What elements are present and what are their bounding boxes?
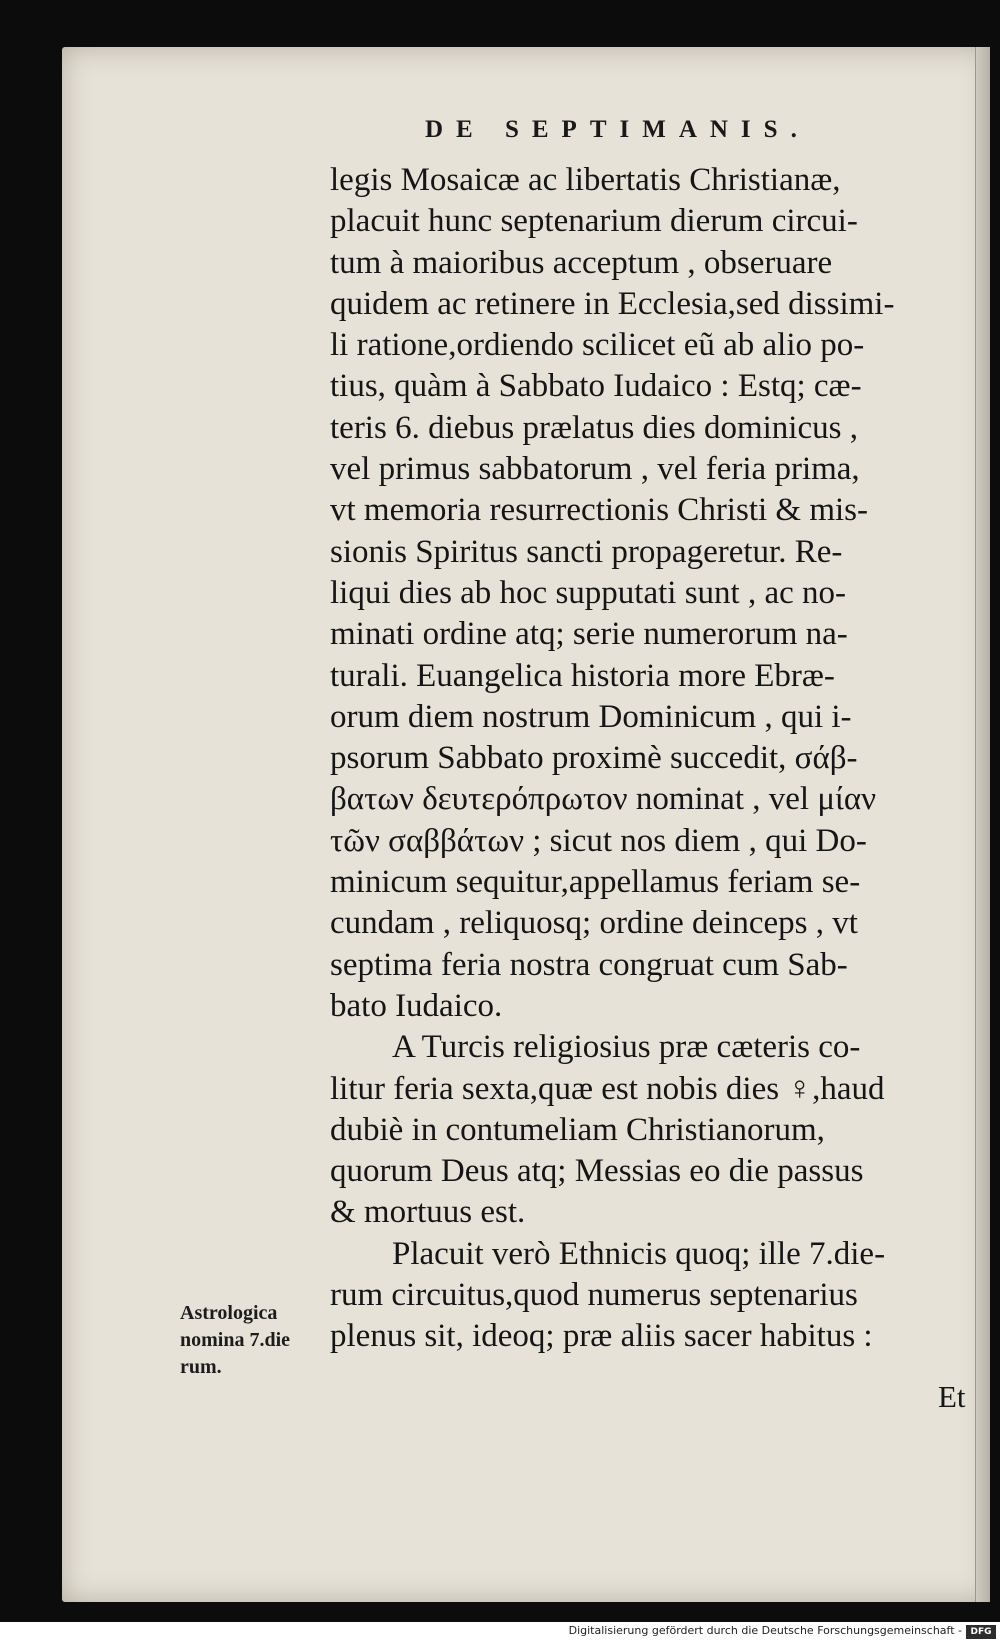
- text-line: tum à maioribus acceptum , obseruare: [330, 244, 833, 281]
- footer-bar: [0, 1622, 1000, 1643]
- text-line: τῶν σαββάτων ; sicut nos diem , qui Do-: [330, 822, 867, 859]
- paragraph-2-line: & mortuus est.: [330, 1194, 526, 1231]
- text-line: turali. Euangelica historia more Ebræ-: [330, 657, 835, 694]
- marginal-note: [180, 1300, 330, 1381]
- catchword: Et: [938, 1379, 966, 1414]
- text-line: legis Mosaicæ ac libertatis Christianæ,: [330, 162, 841, 198]
- footer-credit: Digitalisierung gefördert durch die Deutsche Forschungsgemeinschaft -: [568, 1624, 962, 1637]
- running-head: DE SEPTIMANIS.: [425, 116, 810, 143]
- text-line: sionis Spiritus sancti propageretur. Re-: [330, 533, 843, 570]
- paragraph-3-line: plenus sit, ideoq; præ aliis sacer habitus :: [330, 1318, 873, 1355]
- text-line: minicum sequitur,appellamus feriam se-: [330, 864, 861, 901]
- paragraph-2-line: litur feria sexta,quæ est nobis dies ♀,haud: [330, 1070, 885, 1107]
- marginal-note-line: Astrologica: [180, 1302, 278, 1324]
- text-line: vel primus sabbatorum , vel feria prima,: [330, 451, 860, 488]
- text-line: vt memoria resurrectionis Christi & mis-: [330, 492, 868, 529]
- text-line: bato Iudaico.: [330, 987, 503, 1024]
- paragraph-3-line: Placuit verò Ethnicis quoq; ille 7.die-: [392, 1235, 886, 1272]
- marginal-note-line: nomina 7.die: [180, 1329, 291, 1351]
- marginal-note-line: rum.: [180, 1356, 222, 1378]
- text-line: quidem ac retinere in Ecclesia,sed dissimi-: [330, 285, 895, 322]
- body-text: [330, 160, 970, 1358]
- paragraph-2-line: dubiè in contumeliam Christianorum,: [330, 1111, 825, 1148]
- text-line: minati ordine atq; serie numerorum na-: [330, 616, 848, 653]
- text-line: cundam , reliquosq; ordine deinceps , vt: [330, 905, 858, 942]
- text-line: placuit hunc septenarium dierum circui-: [330, 203, 858, 240]
- text-line: βατων δευτερόπρωτον nominat , vel μίαν: [330, 781, 877, 818]
- page-edge: [975, 47, 990, 1602]
- dfg-logo: DFG: [966, 1625, 996, 1639]
- text-line: teris 6. diebus prælatus dies dominicus ,: [330, 409, 858, 446]
- text-line: liqui dies ab hoc supputati sunt , ac no-: [330, 574, 846, 611]
- text-line: orum diem nostrum Dominicum , qui i-: [330, 698, 852, 735]
- text-line: septima feria nostra congruat cum Sab-: [330, 946, 848, 983]
- text-line: li ratione,ordiendo scilicet eũ ab alio po-: [330, 327, 865, 364]
- text-line: tius, quàm à Sabbato Iudaico : Estq; cæ-: [330, 368, 862, 405]
- text-line: psorum Sabbato proximè succedit, σάβ-: [330, 740, 858, 777]
- paragraph-2-line: A Turcis religiosius præ cæteris co-: [392, 1029, 861, 1066]
- paragraph-3-line: rum circuitus,quod numerus septenarius: [330, 1277, 858, 1314]
- paragraph-2-line: quorum Deus atq; Messias eo die passus: [330, 1153, 864, 1190]
